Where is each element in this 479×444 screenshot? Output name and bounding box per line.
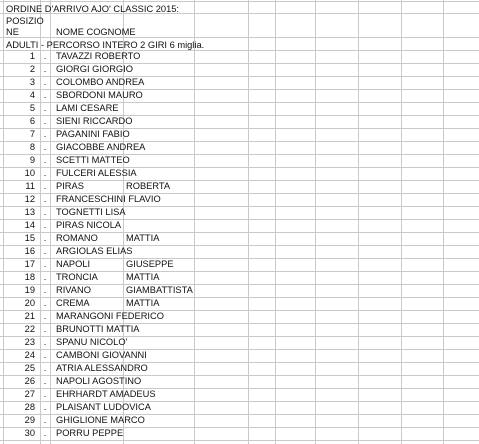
- position-cell[interactable]: 2: [29, 64, 35, 74]
- separator-cell[interactable]: .: [43, 337, 47, 347]
- separator-cell[interactable]: .: [43, 129, 47, 139]
- separator-cell[interactable]: .: [43, 142, 47, 152]
- separator-cell[interactable]: .: [43, 324, 47, 334]
- sheet-title[interactable]: ORDINE D'ARRIVO AJO' CLASSIC 2015:: [6, 4, 180, 14]
- row-divider: [0, 1, 479, 2]
- separator-cell[interactable]: .: [43, 259, 47, 269]
- name-cell[interactable]: PORRU PEPPE: [56, 428, 124, 438]
- category-label[interactable]: ADULTI - PERCORSO INTERO 2 GIRI 6 miglia.: [6, 40, 205, 50]
- separator-cell[interactable]: .: [43, 389, 47, 399]
- name-cell[interactable]: FULCERI ALESSIA: [56, 168, 137, 178]
- row-divider: [0, 440, 479, 441]
- position-cell[interactable]: 30: [24, 428, 35, 438]
- column-divider: [443, 0, 444, 444]
- header-position-line1[interactable]: POSIZIO: [6, 16, 44, 26]
- separator-cell[interactable]: .: [43, 207, 47, 217]
- header-position-line2[interactable]: NE: [6, 27, 19, 37]
- separator-cell[interactable]: .: [43, 272, 47, 282]
- position-cell[interactable]: 22: [24, 324, 35, 334]
- column-divider: [401, 0, 402, 444]
- separator-cell[interactable]: .: [43, 155, 47, 165]
- separator-cell[interactable]: .: [43, 168, 47, 178]
- separator-cell[interactable]: .: [43, 194, 47, 204]
- position-cell[interactable]: 20: [24, 298, 35, 308]
- name-cell[interactable]: FRANCESCHINI FLAVIO: [56, 194, 161, 204]
- separator-cell[interactable]: .: [43, 103, 47, 113]
- name-cell[interactable]: SCETTI MATTEO: [56, 155, 130, 165]
- position-cell[interactable]: 11: [25, 181, 35, 191]
- name-cell[interactable]: PIRAS NICOLA: [56, 220, 122, 230]
- separator-cell[interactable]: .: [43, 311, 47, 321]
- separator-cell[interactable]: .: [43, 220, 47, 230]
- first-name-cell[interactable]: GIUSEPPE: [126, 259, 174, 269]
- position-cell[interactable]: 25: [24, 363, 35, 373]
- name-cell[interactable]: ARGIOLAS ELIAS: [56, 246, 133, 256]
- position-cell[interactable]: 1: [29, 51, 35, 61]
- name-cell[interactable]: TOGNETTI LISA: [56, 207, 126, 217]
- position-cell[interactable]: 12: [24, 194, 35, 204]
- name-cell[interactable]: EHRHARDT AMADEUS: [56, 389, 156, 399]
- separator-cell[interactable]: .: [43, 233, 47, 243]
- separator-cell[interactable]: .: [43, 285, 47, 295]
- name-cell[interactable]: BRUNOTTI MATTIA: [56, 324, 140, 334]
- position-cell[interactable]: 24: [24, 350, 35, 360]
- position-cell[interactable]: 29: [24, 415, 35, 425]
- position-cell[interactable]: 5: [29, 103, 35, 113]
- name-cell[interactable]: PAGANINI FABIO: [56, 129, 130, 139]
- separator-cell[interactable]: .: [43, 51, 47, 61]
- position-cell[interactable]: 18: [24, 272, 35, 282]
- separator-cell[interactable]: .: [43, 90, 47, 100]
- name-cell[interactable]: LAMI CESARE: [56, 103, 119, 113]
- position-cell[interactable]: 15: [24, 233, 35, 243]
- name-cell[interactable]: RIVANO: [56, 285, 91, 295]
- name-cell[interactable]: GIACOBBE ANDREA: [56, 142, 146, 152]
- separator-cell[interactable]: .: [43, 350, 47, 360]
- position-cell[interactable]: 21: [24, 311, 35, 321]
- first-name-cell[interactable]: GIAMBATTISTA: [126, 285, 193, 295]
- first-name-cell[interactable]: MATTIA: [126, 233, 160, 243]
- first-name-cell[interactable]: MATTIA: [126, 298, 160, 308]
- column-divider: [358, 0, 359, 444]
- name-cell[interactable]: ROMANO: [56, 233, 98, 243]
- column-divider: [3, 0, 4, 444]
- name-cell[interactable]: SBORDONI MAURO: [56, 90, 143, 100]
- name-cell[interactable]: ATRIA ALESSANDRO: [56, 363, 148, 373]
- position-cell[interactable]: 6: [29, 116, 35, 126]
- name-cell[interactable]: CAMBONI GIOVANNI: [56, 350, 147, 360]
- position-cell[interactable]: 16: [24, 246, 35, 256]
- first-name-cell[interactable]: MATTIA: [126, 272, 160, 282]
- position-cell[interactable]: 13: [24, 207, 35, 217]
- name-cell[interactable]: CREMA: [56, 298, 90, 308]
- separator-cell[interactable]: .: [43, 298, 47, 308]
- column-divider: [275, 0, 276, 444]
- name-cell[interactable]: SIENI RICCARDO: [56, 116, 133, 126]
- position-cell[interactable]: 19: [24, 285, 35, 295]
- position-cell[interactable]: 8: [29, 142, 35, 152]
- position-cell[interactable]: 9: [29, 155, 35, 165]
- position-cell[interactable]: 28: [24, 402, 35, 412]
- column-divider: [194, 0, 195, 444]
- position-cell[interactable]: 7: [29, 129, 35, 139]
- column-divider: [50, 0, 51, 444]
- name-cell[interactable]: NAPOLI AGOSTINO: [56, 376, 142, 386]
- separator-cell[interactable]: .: [43, 181, 47, 191]
- name-cell[interactable]: PIRAS: [56, 181, 84, 191]
- position-cell[interactable]: 26: [24, 376, 35, 386]
- position-cell[interactable]: 17: [24, 259, 35, 269]
- name-cell[interactable]: COLOMBO ANDREA: [56, 77, 145, 87]
- name-cell[interactable]: NAPOLI: [56, 259, 91, 269]
- first-name-cell[interactable]: ROBERTA: [126, 181, 171, 191]
- separator-cell[interactable]: .: [43, 363, 47, 373]
- separator-cell[interactable]: .: [43, 428, 47, 438]
- column-divider: [248, 0, 249, 444]
- name-cell[interactable]: GHIGLIONE MARCO: [56, 415, 145, 425]
- separator-cell[interactable]: .: [43, 77, 47, 87]
- separator-cell[interactable]: .: [43, 64, 47, 74]
- position-cell[interactable]: 3: [29, 77, 35, 87]
- name-cell[interactable]: TAVAZZI ROBERTO: [56, 51, 141, 61]
- separator-cell[interactable]: .: [43, 116, 47, 126]
- position-cell[interactable]: 23: [24, 337, 35, 347]
- header-name[interactable]: NOME COGNOME: [56, 27, 136, 37]
- separator-cell[interactable]: .: [43, 415, 47, 425]
- position-cell[interactable]: 27: [24, 389, 35, 399]
- position-cell[interactable]: 4: [29, 90, 35, 100]
- name-cell[interactable]: SPANU NICOLO': [56, 337, 128, 347]
- name-cell[interactable]: MARANGONI FEDERICO: [56, 311, 164, 321]
- separator-cell[interactable]: .: [43, 402, 47, 412]
- position-cell[interactable]: 14: [24, 220, 35, 230]
- separator-cell[interactable]: .: [43, 376, 47, 386]
- name-cell[interactable]: GIORGI GIORGIO: [56, 64, 133, 74]
- position-cell[interactable]: 10: [24, 168, 35, 178]
- name-cell[interactable]: TRONCIA: [56, 272, 98, 282]
- separator-cell[interactable]: .: [43, 246, 47, 256]
- name-cell[interactable]: PLAISANT LUDOVICA: [56, 402, 151, 412]
- column-divider: [315, 0, 316, 444]
